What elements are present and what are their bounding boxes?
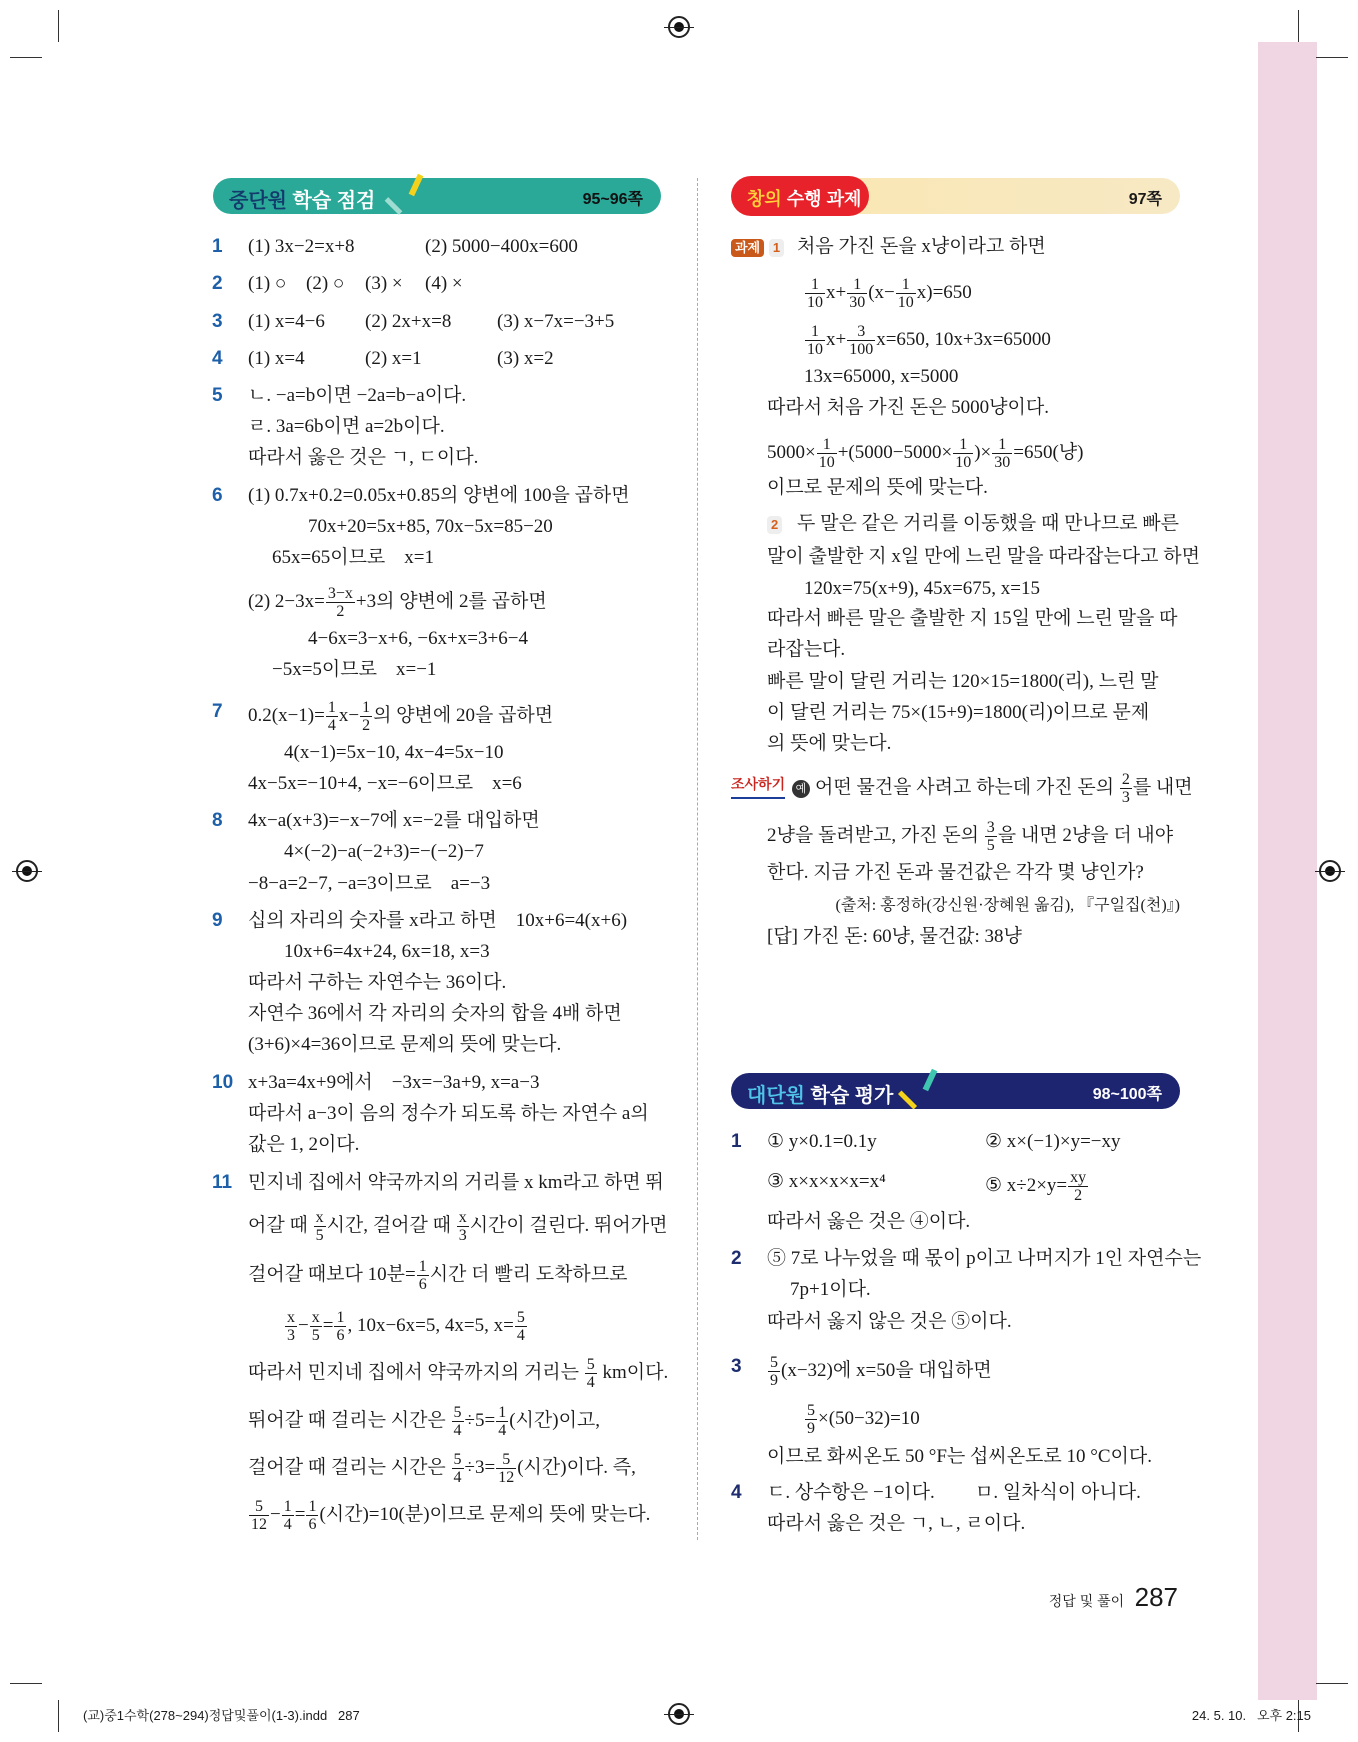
answer-text: 십의 자리의 숫자를 x라고 하면 10x+6=4(x+6) — [248, 910, 628, 931]
answer-text: ㄹ. 3a=6b이면 a=2b이다. — [248, 416, 445, 437]
fraction: $\frac{1}{10}$ — [897, 276, 914, 311]
page-number: 287 — [1134, 1582, 1178, 1612]
answer-text: $\frac{1}{10}$ x+ $\frac{3}{100}$ x=650, 10x+3x=65000 — [807, 323, 1051, 358]
answer-text: 어갈 때 $\frac{x}{5}$ 시간, 걸어갈 때 $\frac{x}{3}$ 시간이 걸린다. 뛰어가면 — [248, 1209, 668, 1244]
answer-text: (3+6)×4=36이므로 문제의 뜻에 맞는다. — [248, 1034, 562, 1055]
answer-text: −8−a=2−7, −a=3이므로 a=−3 — [248, 873, 491, 894]
fraction: $\frac{xy}{2}$ — [1070, 1169, 1087, 1204]
fraction: $\frac{1}{30}$ — [849, 276, 866, 311]
answer-text: 120x=75(x+9), 45x=675, x=15 — [804, 578, 1041, 599]
crop-mark — [58, 1700, 59, 1732]
fraction: $\frac{3}{100}$ — [849, 323, 874, 358]
task-badge — [731, 234, 784, 260]
header-pages: 95~96쪽 — [582, 191, 643, 208]
answer-text: 4x−a(x+3)=−x−7에 x=−2를 대입하면 — [248, 810, 540, 831]
answer-text: ㅁ. 일차식이 아니다. — [975, 1482, 1141, 1503]
answer-text: 따라서 민지네 집에서 약국까지의 거리는 $\frac{5}{4}$ km이다. — [248, 1356, 669, 1391]
fraction: $\frac{1}{4}$ — [283, 1498, 292, 1533]
fraction: $\frac{1}{2}$ — [362, 699, 371, 734]
task-number: 1 — [769, 239, 784, 257]
answer-text: 어떤 물건을 사려고 하는데 가진 돈의 $\frac{2}{3}$ 를 내면 — [815, 771, 1193, 806]
answer-text: 2냥을 돌려받고, 가진 돈의 $\frac{3}{5}$ 을 내면 2냥을 더 내야 — [767, 819, 1174, 854]
crop-mark — [58, 10, 59, 42]
header-title-a: 중단원 — [229, 190, 287, 212]
answer-text: (1) x=4 — [248, 348, 305, 369]
crop-mark — [1316, 57, 1348, 58]
answer-text: 4−6x=3−x+6, −6x+x=3+6−4 — [308, 628, 528, 649]
answer-text: ② x×(−1)×y=−xy — [985, 1131, 1121, 1152]
question-number: 3 — [731, 1356, 742, 1377]
section-header-midunit — [213, 178, 661, 214]
answer-text: ③ x×x×x×x=x⁴ — [767, 1171, 886, 1192]
answer-text: ① y×0.1=0.1y — [767, 1131, 877, 1152]
section-name: 정답 및 풀이 — [1048, 1593, 1125, 1609]
question-number: 6 — [212, 485, 223, 506]
crop-mark — [1316, 1683, 1348, 1684]
fraction: $\frac{3}{5}$ — [986, 819, 995, 854]
fraction: $\frac{x}{5}$ — [311, 1309, 320, 1344]
answer-text: $\frac{5}{12}$ − $\frac{1}{4}$ = $\frac{1}{6}$ (시간)=10(분)이므로 문제의 뜻에 맞는다. — [251, 1498, 651, 1533]
question-number: 2 — [731, 1248, 742, 1269]
section-header-unit-assessment — [731, 1073, 1180, 1109]
answer-text: ⑤ x÷2×y= $\frac{xy}{2}$ — [985, 1169, 1087, 1204]
print-timestamp: 24. 5. 10. 오후 2:15 — [1191, 1708, 1311, 1723]
answer-text: 걸어갈 때보다 10분= $\frac{1}{6}$ 시간 더 빨리 도착하므로 — [248, 1258, 628, 1293]
source-citation: (출처: 홍정하(강신원·장혜원 옮김), 『구일집(천)』) — [835, 897, 1180, 914]
fraction: $\frac{5}{4}$ — [586, 1356, 595, 1391]
answer-text: [답] 가진 돈: 60냥, 물건값: 38냥 — [767, 926, 1022, 947]
fraction: $\frac{x}{3}$ — [458, 1209, 467, 1244]
answer-text: 10x+6=4x+24, 6x=18, x=3 — [284, 941, 490, 962]
answer-text: 뛰어갈 때 걸리는 시간은 $\frac{5}{4}$ ÷5= $\frac{1}{4}$ (시간)이고, — [248, 1404, 601, 1439]
fraction: $\frac{3-x}{2}$ — [327, 585, 353, 620]
answer-text: 따라서 옳은 것은 ㄱ, ㄷ이다. — [248, 447, 479, 468]
fraction: $\frac{x}{5}$ — [315, 1209, 324, 1244]
answer-text: 따라서 빠른 말은 출발한 지 15일 만에 느린 말을 따 — [767, 608, 1178, 629]
answer-text: x+3a=4x+9에서 −3x=−3a+9, x=a−3 — [248, 1072, 540, 1093]
fraction: $\frac{1}{4}$ — [327, 699, 336, 734]
fraction: $\frac{1}{10}$ — [955, 436, 972, 471]
fraction: $\frac{2}{3}$ — [1121, 771, 1130, 806]
answer-text: 따라서 구하는 자연수는 36이다. — [248, 972, 507, 993]
fraction: $\frac{1}{10}$ — [818, 436, 835, 471]
answer-text: ㄴ. −a=b이면 −2a=b−a이다. — [248, 385, 467, 406]
answer-text: ㄷ. 상수항은 −1이다. — [767, 1482, 935, 1503]
fraction: $\frac{5}{12}$ — [251, 1498, 267, 1533]
answer-text: (3) x−7x=−3+5 — [497, 311, 615, 332]
question-number: 4 — [731, 1482, 742, 1503]
answer-text: 0.2(x−1)= $\frac{1}{4}$ x− $\frac{1}{2}$ 의 양변에 20을 곱하면 — [248, 699, 554, 734]
answer-text: (1) 0.7x+0.2=0.05x+0.85의 양변에 100을 곱하면 — [248, 485, 630, 506]
answer-text: 이므로 문제의 뜻에 맞는다. — [767, 477, 988, 498]
answer-text: 5000× $\frac{1}{10}$ +(5000−5000× $\frac{1}{10}$ )× $\frac{1}{30}$ =650(냥) — [767, 436, 1084, 471]
question-number: 1 — [731, 1131, 742, 1152]
header-pages: 97쪽 — [1128, 191, 1162, 208]
question-number: 3 — [212, 311, 223, 332]
accent-stripe-icon — [409, 174, 424, 196]
page-edge-tab — [1258, 42, 1317, 1700]
accent-stripe-icon — [923, 1069, 938, 1091]
answer-text: 이므로 화씨온도 50 °F는 섭씨온도로 10 °C이다. — [767, 1446, 1152, 1467]
answer-text: 7p+1이다. — [790, 1279, 871, 1300]
crop-mark — [10, 1683, 42, 1684]
fraction: $\frac{x}{3}$ — [287, 1309, 295, 1344]
answer-text: (3) x=2 — [497, 348, 554, 369]
answer-text: $\frac{5}{9}$ ×(50−32)=10 — [807, 1402, 920, 1437]
answer-text: 따라서 처음 가진 돈은 5000냥이다. — [767, 397, 1049, 418]
question-number: 4 — [212, 348, 223, 369]
column-divider — [697, 178, 698, 1540]
fraction: $\frac{5}{9}$ — [770, 1354, 778, 1389]
registration-mark-icon — [1319, 860, 1341, 882]
crop-mark — [1298, 10, 1299, 42]
answer-text: 걸어갈 때 걸리는 시간은 $\frac{5}{4}$ ÷3= $\frac{5}{12}$ (시간)이다. 즉, — [248, 1451, 636, 1486]
fraction: $\frac{5}{9}$ — [807, 1402, 815, 1437]
fraction: $\frac{5}{12}$ — [498, 1451, 515, 1486]
answer-text: 의 뜻에 맞는다. — [767, 733, 892, 754]
header-pages: 98~100쪽 — [1092, 1086, 1162, 1103]
question-number: 9 — [212, 910, 223, 931]
task-number: 2 — [767, 516, 782, 534]
answer-text: 말이 출발한 지 x일 만에 느린 말을 따라잡는다고 하면 — [767, 546, 1200, 567]
example-badge: 예 — [792, 780, 810, 798]
header-title-a: 대단원 — [747, 1085, 805, 1107]
answer-text: (2) 2−3x= $\frac{3-x}{2}$ +3의 양변에 2를 곱하면 — [248, 585, 547, 620]
fraction: $\frac{5}{4}$ — [453, 1451, 462, 1486]
answer-text: 따라서 옳은 것은 ㄱ, ㄴ, ㄹ이다. — [767, 1513, 1026, 1534]
fraction: $\frac{5}{4}$ — [453, 1404, 462, 1439]
fraction: $\frac{1}{6}$ — [308, 1498, 317, 1533]
answer-text: 값은 1, 2이다. — [248, 1134, 360, 1155]
answer-text: $\frac{1}{10}$ x+ $\frac{1}{30}$ (x− $\frac{1}{10}$ x)=650 — [807, 276, 972, 311]
fraction: $\frac{1}{4}$ — [498, 1404, 507, 1439]
answer-text: (1) ○ — [248, 273, 287, 294]
answer-text: (3) × — [365, 273, 403, 294]
question-number: 5 — [212, 385, 223, 406]
answer-text: (4) × — [425, 273, 463, 294]
fraction: $\frac{1}{6}$ — [336, 1309, 345, 1344]
answer-text: (2) 2x+x=8 — [365, 311, 452, 332]
answer-text: 따라서 옳은 것은 ④이다. — [767, 1211, 971, 1232]
registration-mark-icon — [668, 16, 690, 38]
answer-text: 4×(−2)−a(−2+3)=−(−2)−7 — [284, 841, 484, 862]
answer-text: 민지네 집에서 약국까지의 거리를 x km라고 하면 뛰 — [248, 1172, 664, 1193]
answer-text: 따라서 옳지 않은 것은 ⑤이다. — [767, 1311, 1012, 1332]
header-title-b: 수행 과제 — [786, 189, 862, 209]
answer-text: 자연수 36에서 각 자리의 숫자의 합을 4배 하면 — [248, 1003, 622, 1024]
answer-text: (2) x=1 — [365, 348, 422, 369]
fraction: $\frac{1}{6}$ — [418, 1258, 427, 1293]
accent-stripe-icon — [898, 1090, 917, 1109]
registration-mark-icon — [668, 1703, 690, 1725]
answer-text: $\frac{x}{3}$ − $\frac{x}{5}$ = $\frac{1}{6}$ , 10x−6x=5, 4x=5, x= $\frac{5}{4}$ — [287, 1309, 525, 1344]
fraction: $\frac{1}{10}$ — [807, 276, 823, 311]
fraction: $\frac{1}{30}$ — [994, 436, 1011, 471]
answer-text: 13x=65000, x=5000 — [804, 366, 959, 387]
answer-text: −5x=5이므로 x=−1 — [272, 659, 437, 680]
registration-mark-icon — [16, 860, 38, 882]
answer-text: 처음 가진 돈을 x냥이라고 하면 — [797, 236, 1046, 257]
answer-text: 한다. 지금 가진 돈과 물건값은 각각 몇 냥인가? — [767, 862, 1144, 883]
header-title-a: 창의 — [747, 189, 782, 209]
section-header-creative-task — [731, 178, 1180, 214]
answer-text: 라잡는다. — [767, 639, 846, 660]
answer-text: $\frac{5}{9}$ (x−32)에 x=50을 대입하면 — [770, 1354, 992, 1389]
answer-text: ⑤ 7로 나누었을 때 몫이 p이고 나머지가 1인 자연수는 — [767, 1248, 1202, 1269]
answer-text: 70x+20=5x+85, 70x−5x=85−20 — [308, 516, 553, 537]
fraction: $\frac{5}{4}$ — [516, 1309, 525, 1344]
crop-mark — [10, 57, 42, 58]
answer-text: 두 말은 같은 거리를 이동했을 때 만나므로 빠른 — [797, 513, 1179, 534]
question-number: 11 — [212, 1172, 233, 1193]
answer-text: 이 달린 거리는 75×(15+9)=1800(리)이므로 문제 — [767, 702, 1150, 723]
answer-text: (2) ○ — [306, 273, 345, 294]
page-footer — [1049, 1582, 1178, 1613]
answer-text: 빠른 말이 달린 거리는 120×15=1800(리), 느린 말 — [767, 671, 1159, 692]
answer-text: 따라서 a−3이 음의 정수가 되도록 하는 자연수 a의 — [248, 1103, 649, 1124]
research-label: 조사하기 — [731, 771, 785, 799]
answer-text: 4x−5x=−10+4, −x=−6이므로 x=6 — [248, 773, 522, 794]
question-number: 2 — [212, 273, 223, 294]
question-number: 10 — [212, 1072, 234, 1093]
header-title-b: 학습 점검 — [292, 190, 376, 212]
question-number: 8 — [212, 810, 223, 831]
question-number: 7 — [212, 701, 223, 722]
print-file-slug: (교)중1수학(278~294)정답및풀이(1-3).indd 287 — [83, 1708, 360, 1723]
answer-text: (2) 5000−400x=600 — [425, 236, 578, 257]
answer-text: (1) x=4−6 — [248, 311, 325, 332]
answer-text: (1) 3x−2=x+8 — [248, 236, 355, 257]
answer-text: 4(x−1)=5x−10, 4x−4=5x−10 — [284, 742, 504, 763]
question-number: 1 — [212, 236, 223, 257]
fraction: $\frac{1}{10}$ — [807, 323, 823, 358]
task-label: 과제 — [731, 239, 764, 257]
answer-text: 65x=65이므로 x=1 — [272, 547, 434, 568]
header-title-b: 학습 평가 — [810, 1085, 894, 1107]
accent-stripe-icon — [385, 197, 403, 215]
